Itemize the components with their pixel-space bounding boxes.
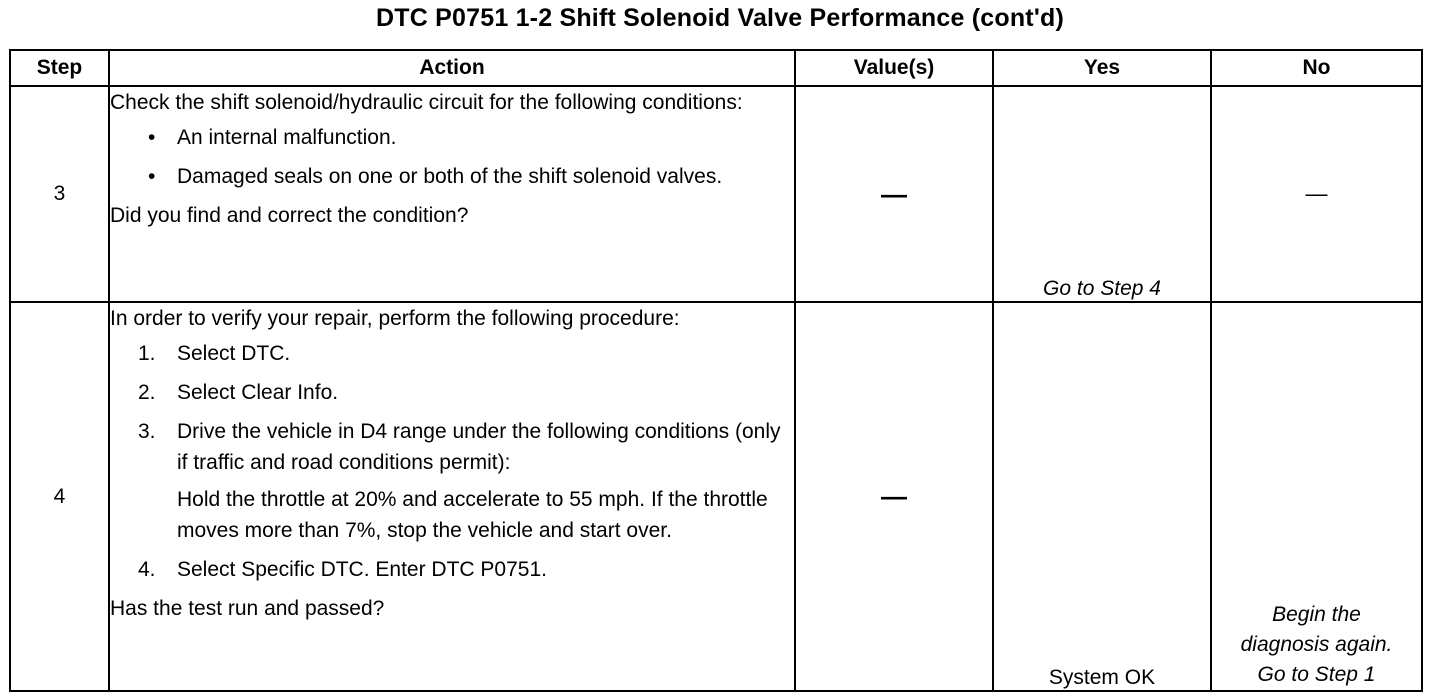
condition-list	[110, 122, 794, 192]
header-row	[10, 50, 1422, 86]
value-cell: —	[795, 86, 993, 302]
list-item: 3. Drive the vehicle in D4 range under the following conditions (only if traffic and road conditions permit): Hold the throttle at 20% and accelerate to 55 mph. If the throttle moves more than 7%, stop the vehicle and start over.	[110, 416, 794, 546]
table-row	[10, 302, 1422, 691]
action-question: Did you find and correct the condition?	[110, 204, 469, 228]
action-cell	[109, 302, 795, 691]
yes-cell: Go to Step 4	[993, 86, 1211, 302]
header-no: No	[1211, 50, 1422, 86]
step-number: 4	[10, 302, 109, 691]
header-action: Action	[109, 50, 795, 86]
action-intro: In order to verify your repair, perform the following procedure:	[110, 307, 680, 331]
list-item: 4. Select Specific DTC. Enter DTC P0751.	[138, 558, 547, 582]
no-cell	[1211, 302, 1422, 691]
header-step: Step	[10, 50, 109, 86]
value-cell: —	[795, 302, 993, 691]
action-intro: Check the shift solenoid/hydraulic circuit for the following conditions:	[110, 91, 743, 115]
action-question: Has the test run and passed?	[110, 597, 385, 621]
bullet-icon: •	[148, 165, 156, 189]
procedure-note: Hold the throttle at 20% and accelerate to 55 mph. If the throttle moves more than 7%, stop the vehicle and start over.	[177, 488, 768, 543]
table-row	[10, 86, 1422, 302]
diagnostic-table	[9, 49, 1423, 692]
no-line: Begin the	[1272, 603, 1361, 626]
list-item: 2. Select Clear Info.	[138, 381, 339, 405]
list-item: • Damaged seals on one or both of the shift solenoid valves.	[110, 161, 794, 192]
page-title: DTC P0751 1-2 Shift Solenoid Valve Performance (cont'd)	[376, 4, 1064, 32]
header-yes: Yes	[993, 50, 1211, 86]
step-number: 3	[10, 86, 109, 302]
yes-cell: System OK	[993, 302, 1211, 691]
action-cell	[109, 86, 795, 302]
no-line: Go to Step 1	[1257, 663, 1376, 686]
no-line: diagnosis again.	[1240, 633, 1393, 656]
list-item: • An internal malfunction.	[110, 122, 794, 153]
no-cell: —	[1211, 86, 1422, 302]
list-item: 1. Select DTC.	[138, 342, 291, 366]
bullet-icon: •	[148, 126, 156, 150]
header-values: Value(s)	[795, 50, 993, 86]
procedure-list	[110, 338, 794, 585]
